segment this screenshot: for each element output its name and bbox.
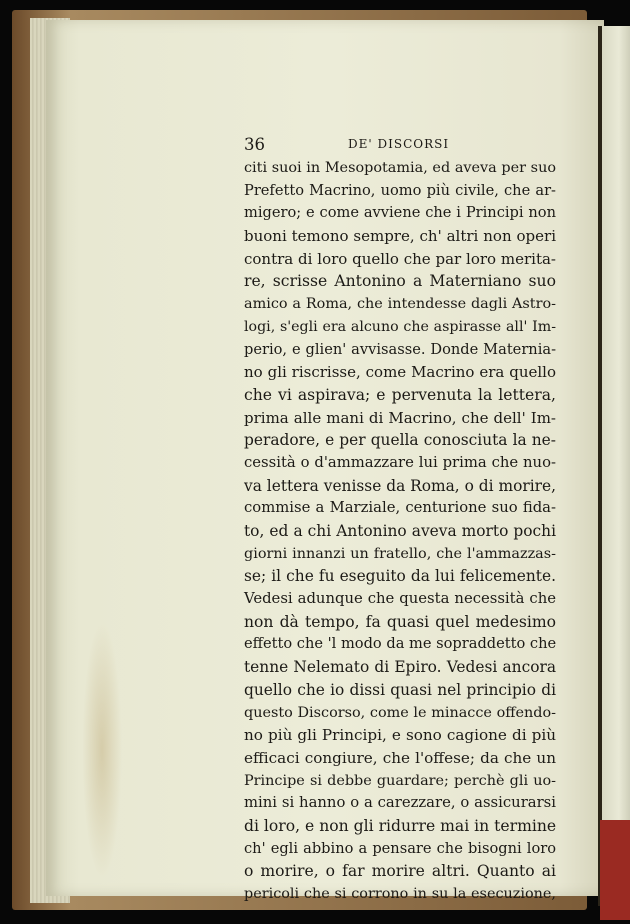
text-line: non dà tempo, fa quasi quel medesimo (244, 612, 556, 631)
text-line: migero; e come avviene che i Principi non (244, 204, 556, 222)
text-line: cessità o d'ammazzare lui prima che nuo- (244, 453, 556, 471)
foxing-stain (82, 620, 122, 880)
text-line: quello che io dissi quasi nel principio di (244, 680, 556, 699)
text-line: commise a Marziale, centurione suo fida- (244, 499, 556, 517)
text-line: no gli riscrisse, come Macrino era quello (244, 363, 556, 382)
text-line: re, scrisse Antonino a Materniano suo (244, 272, 556, 291)
text-line: logi, s'egli era alcuno che aspirasse all' Im- (244, 318, 556, 335)
text-line: perio, e glien' avvisasse. Donde Materniа- (244, 340, 556, 358)
text-block (244, 135, 556, 906)
text-line: buoni temono sempre, ch' altri non operi (244, 227, 556, 246)
adjacent-page-edge (602, 26, 630, 906)
text-line: tenne Nelemato di Epiro. Vedesi ancora (244, 658, 556, 677)
text-line: effetto che 'l modo da me sopraddetto che (244, 635, 557, 653)
text-line: questo Discorso, come le minacce offendo- (244, 704, 556, 721)
page-number: 36 (244, 135, 265, 154)
text-line: ch' egli abbino a pensare che bisogni loro (244, 839, 556, 857)
body-text (244, 157, 556, 906)
text-line: va lettera venisse da Roma, o di morire, (244, 476, 556, 495)
text-line: to, ed a chi Antonino aveva morto pochi (244, 522, 556, 540)
text-line: no più gli Principi, e sono cagione di più (244, 726, 556, 745)
text-line: pericoli che si corrono in su la esecuzione, (244, 886, 556, 902)
running-head (244, 135, 556, 157)
text-line: Vedesi adunque che questa necessità che (244, 590, 556, 608)
text-line: giorni innanzi un fratello, che l'ammazzas- (244, 545, 556, 562)
text-line: di loro, e non gli ridurre mai in termine (244, 816, 557, 835)
text-line: citi suoi in Mesopotamia, ed aveva per suo (244, 160, 556, 176)
text-line: mini si hanno o a carezzare, o assicurarsi (244, 794, 556, 812)
text-line: contra di loro quello che par loro merita- (244, 249, 556, 268)
text-line: Prefetto Macrino, uomo più civile, che ar- (244, 181, 556, 199)
text-line: Principe si debbe guardare; perchè gli uo- (244, 772, 556, 789)
text-line: o morire, o far morire altri. Quanto ai (244, 862, 556, 881)
text-line: efficaci congiure, che l'offese; da che un (244, 748, 556, 767)
red-page-edge (600, 820, 630, 920)
text-line: che vi aspirava; e pervenuta la lettera, (244, 385, 556, 404)
text-line: peradore, e per quella conosciuta la ne- (244, 431, 556, 450)
text-line: se; il che fu eseguito da lui felicemente. (244, 567, 556, 586)
text-line: amico a Roma, che intendesse dagli Astro- (244, 296, 556, 313)
running-title: DE' DISCORSI (348, 137, 450, 151)
text-line: prima alle mani di Macrino, che dell' Im- (244, 408, 556, 427)
